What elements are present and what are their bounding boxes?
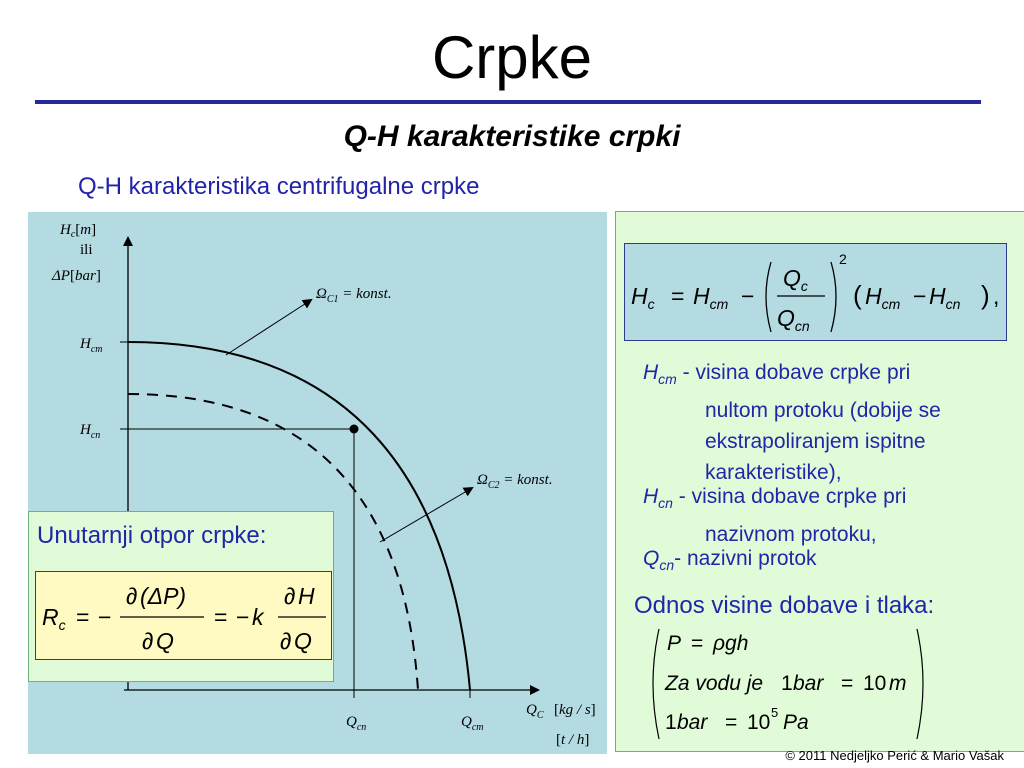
svg-text:m: m: [889, 672, 907, 695]
svg-text:1: 1: [665, 711, 677, 734]
svg-text:Hcm: $H_{cm}$: [865, 283, 901, 312]
svg-text:,: ,: [993, 283, 1000, 309]
svg-text:=: =: [841, 672, 854, 695]
x-axis-label: $Q_C$: [526, 702, 544, 721]
svg-text:∂: ∂: [284, 583, 296, 609]
omega1-label: $\Omega_{C1}$ = konst.: [316, 286, 392, 305]
svg-text:Za vodu je: Za vodu je: [665, 672, 764, 695]
svg-text:bar: bar: [793, 672, 824, 695]
y-axis-label-h: $H_c[m]$: [60, 222, 97, 240]
definition-hcn: $H_{cn}$ - visina dobave crpke pri nazivnom protoku,: [643, 485, 907, 547]
nominal-point: [350, 425, 359, 434]
page-title: Crpke: [431, 24, 593, 91]
resistance-title: Unutarnji otpor crpke:: [37, 522, 267, 549]
svg-text:P: P: [667, 632, 682, 655]
hc-formula-box: [624, 243, 1007, 341]
svg-text:): ): [981, 280, 990, 310]
slide-subtitle: Q-H karakteristike crpki: [343, 120, 681, 153]
rc-formula-box: [35, 571, 332, 660]
svg-text:(: (: [853, 280, 862, 310]
svg-text:∂: ∂: [142, 628, 154, 654]
svg-text:∂: ∂: [126, 583, 138, 609]
svg-text:Qcn: $Q_{cn}$: [777, 305, 810, 334]
y-axis-label-dp: ΔP[bar]: [52, 268, 101, 284]
chart-heading: Q-H karakteristika centrifugalne crpke: [78, 173, 480, 200]
pressure-relations-svg: [645, 625, 935, 743]
pressure-relations: [645, 625, 935, 743]
svg-text:Hcn: $H_{cn}$: [929, 283, 961, 312]
svg-text:∂: ∂: [280, 628, 292, 654]
omega1-pointer: [226, 300, 311, 355]
svg-text:−: −: [741, 283, 755, 309]
svg-text:Rc: $R_c$: [42, 604, 66, 633]
omega2-pointer: [380, 488, 472, 542]
svg-text:−: −: [236, 604, 250, 630]
title-divider: [35, 100, 981, 104]
svg-text:ρgh: ρgh: [713, 632, 749, 655]
svg-text:bar: bar: [677, 711, 708, 734]
svg-text:=: =: [691, 632, 704, 655]
svg-text:=: =: [725, 711, 738, 734]
svg-text:k: k: [252, 604, 264, 630]
definition-hcm: $H_{cm}$ - visina dobave crpke pri nultom protoku (dobije se ekstrapoliranjem ispitne karakteristike),: [643, 361, 941, 485]
hc-formula: [625, 244, 1008, 342]
hcm-axis-label: $H_{cm}$: [80, 336, 103, 355]
copyright-note: © 2011 Nedjeljko Perić & Mario Vašak: [785, 748, 1004, 763]
svg-text:Pa: Pa: [783, 711, 809, 734]
svg-text:Qc: $Q_c$: [783, 265, 808, 294]
svg-text:Q: Q: [294, 628, 312, 654]
definition-qcn: $Q_{cn}-$ nazivni protok: [643, 547, 817, 574]
svg-text:5: 5: [771, 705, 779, 720]
svg-text:−: −: [98, 604, 112, 630]
svg-text:Hc: $H_c$: [631, 283, 655, 312]
svg-text:Hcm: $H_{cm}$: [693, 283, 729, 312]
svg-text:2: 2: [839, 251, 847, 267]
x-axis-unit-kgs: [kg / s]: [554, 702, 596, 718]
svg-text:H: H: [298, 583, 315, 609]
svg-text:=: =: [214, 604, 228, 630]
svg-text:=: =: [671, 283, 685, 309]
svg-text:Q: Q: [156, 628, 174, 654]
qcn-axis-label: $Q_{cn}$: [346, 714, 367, 733]
omega2-label: $\Omega_{C2}$ = konst.: [477, 472, 553, 491]
svg-text:(ΔP): (ΔP): [140, 583, 187, 609]
hcn-axis-label: $H_{cn}$: [80, 422, 101, 441]
y-axis-label-or: ili: [80, 242, 93, 258]
svg-text:10: 10: [747, 711, 771, 734]
svg-text:1: 1: [781, 672, 793, 695]
svg-text:10: 10: [863, 672, 887, 695]
relation-title: Odnos visine dobave i tlaka:: [634, 592, 935, 619]
x-axis-unit-th: [t / h]: [556, 732, 590, 748]
svg-text:=: =: [76, 604, 90, 630]
svg-text:−: −: [913, 283, 927, 309]
qcm-axis-label: $Q_{cm}$: [461, 714, 484, 733]
rc-formula: [36, 572, 333, 661]
